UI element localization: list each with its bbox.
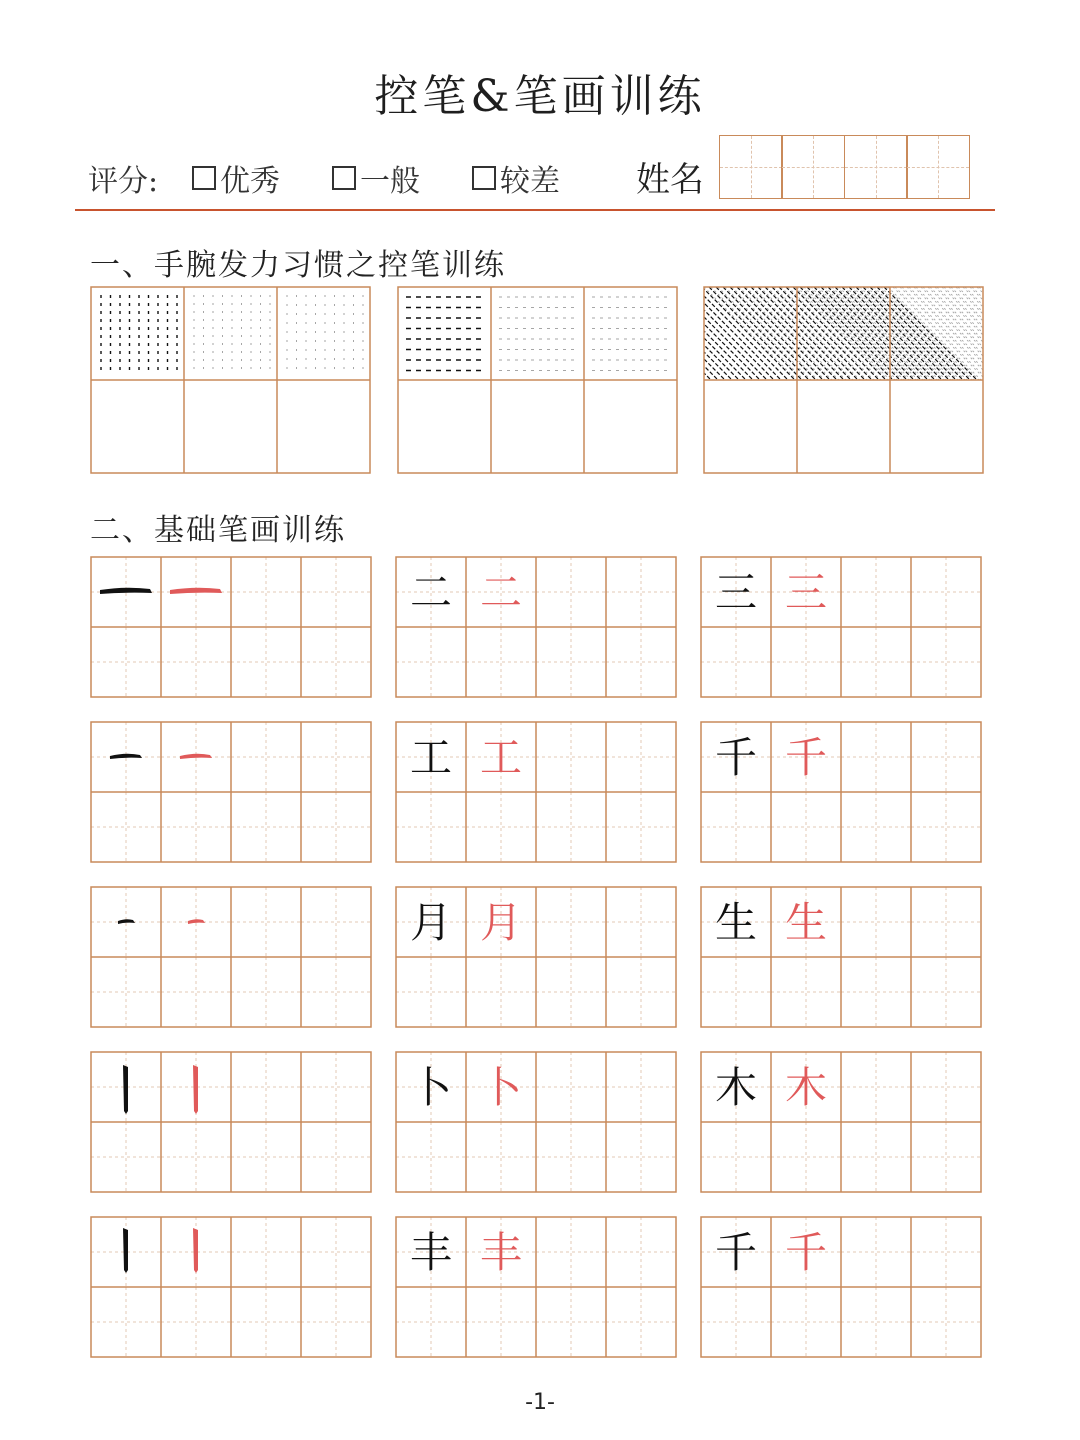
stroke-card[interactable] xyxy=(700,1051,982,1193)
name-box[interactable] xyxy=(719,135,783,199)
score-label: 评分: xyxy=(88,164,159,199)
stroke-card[interactable] xyxy=(395,1216,677,1358)
checkbox-excellent[interactable] xyxy=(192,166,216,190)
char-sample: 木 xyxy=(714,1063,758,1112)
char-trace: 千 xyxy=(784,733,828,782)
char-trace: 木 xyxy=(784,1063,828,1112)
char-sample: 千 xyxy=(714,733,758,782)
stroke-card[interactable] xyxy=(700,1216,982,1358)
char-sample: 卜 xyxy=(409,1063,453,1112)
stroke-card[interactable] xyxy=(700,886,982,1028)
header-divider xyxy=(75,209,995,211)
char-trace: 三 xyxy=(784,568,828,617)
section1-title: 一、手腕发力习惯之控笔训练 xyxy=(90,248,506,283)
stroke-card[interactable] xyxy=(90,1216,372,1358)
char-sample: 二 xyxy=(409,568,453,617)
page-number: -1- xyxy=(525,1390,555,1415)
option-excellent-label: 优秀 xyxy=(220,164,280,199)
stroke-card[interactable] xyxy=(395,886,677,1028)
stroke-card[interactable] xyxy=(90,886,372,1028)
char-sample: 工 xyxy=(409,733,453,782)
stroke-sample xyxy=(123,1065,128,1114)
stroke-card[interactable] xyxy=(90,721,372,863)
option-average-label: 一般 xyxy=(360,164,420,199)
char-trace: 生 xyxy=(784,898,828,947)
char-sample: 丰 xyxy=(409,1228,453,1277)
score-row xyxy=(88,152,988,200)
stroke-card[interactable] xyxy=(395,1051,677,1193)
control-grid-horizontal-dashes[interactable] xyxy=(397,286,678,474)
name-boxes xyxy=(720,135,970,199)
control-grid-vertical-dashes[interactable] xyxy=(90,286,371,474)
stroke-card[interactable] xyxy=(90,556,372,698)
stroke-card[interactable] xyxy=(700,556,982,698)
char-trace: 工 xyxy=(479,733,523,782)
stroke-card[interactable] xyxy=(395,556,677,698)
option-poor-label: 较差 xyxy=(500,164,560,199)
stroke-trace xyxy=(193,1065,198,1114)
checkbox-poor[interactable] xyxy=(472,166,496,190)
stroke-card[interactable] xyxy=(395,721,677,863)
char-trace: 二 xyxy=(479,568,523,617)
char-sample: 千 xyxy=(714,1228,758,1277)
option-excellent[interactable] xyxy=(192,156,280,200)
stroke-card[interactable] xyxy=(90,1051,372,1193)
char-trace: 千 xyxy=(784,1228,828,1277)
control-grid-diagonal-hatch[interactable] xyxy=(703,286,984,474)
option-average[interactable] xyxy=(332,156,420,200)
section2-title: 二、基础笔画训练 xyxy=(90,513,346,548)
name-label: 姓名 xyxy=(636,160,704,200)
option-poor[interactable] xyxy=(472,156,560,200)
name-box[interactable] xyxy=(844,135,908,199)
stroke-trace xyxy=(193,1228,198,1273)
name-box[interactable] xyxy=(781,135,845,199)
char-sample: 月 xyxy=(409,898,453,947)
char-trace: 丰 xyxy=(479,1228,523,1277)
page-title: 控笔&笔画训练 xyxy=(374,71,706,122)
stroke-sample xyxy=(123,1228,128,1273)
char-trace: 月 xyxy=(479,898,523,947)
checkbox-average[interactable] xyxy=(332,166,356,190)
stroke-card[interactable] xyxy=(700,721,982,863)
name-box[interactable] xyxy=(906,135,970,199)
char-sample: 三 xyxy=(714,568,758,617)
char-sample: 生 xyxy=(714,898,758,947)
char-trace: 卜 xyxy=(479,1063,523,1112)
